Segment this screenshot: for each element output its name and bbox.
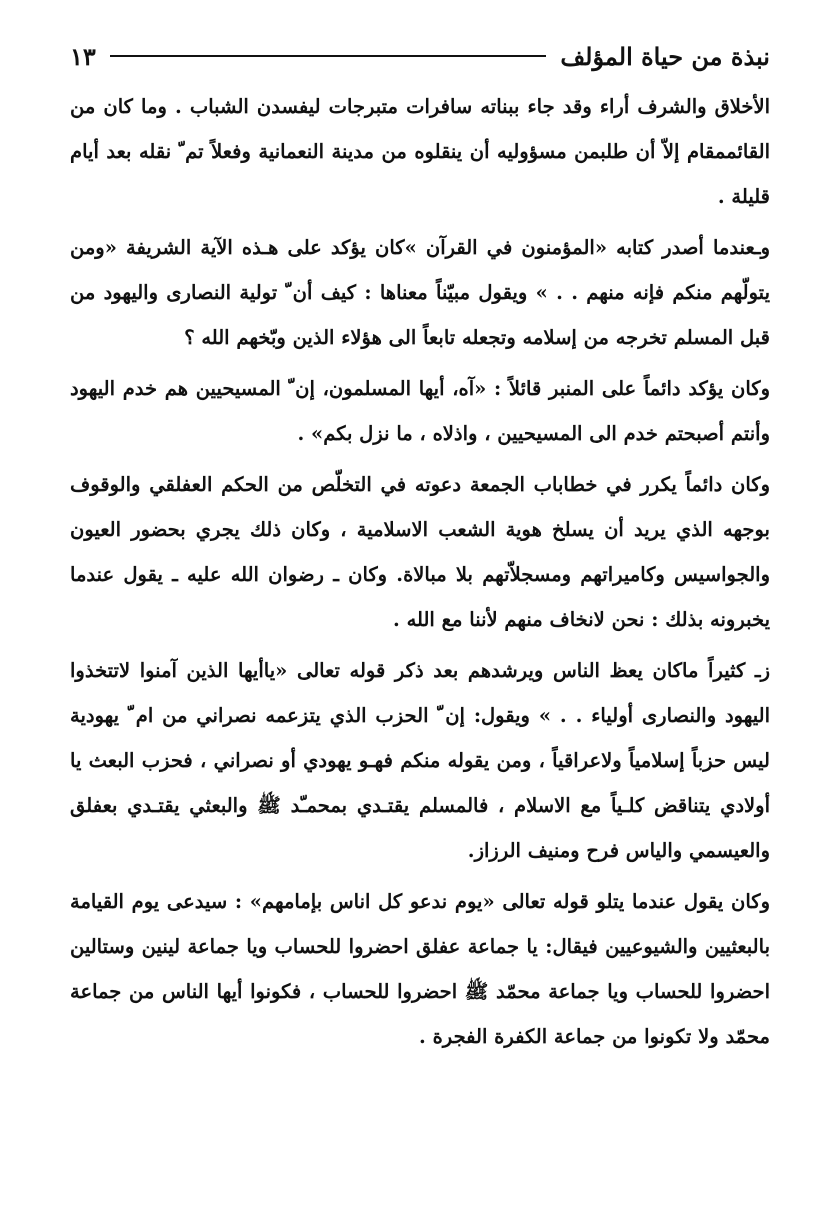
- body-text: [70, 84, 770, 1059]
- header-rule: [110, 55, 547, 57]
- book-page: [70, 36, 770, 1059]
- page-number: ١٣: [70, 41, 96, 71]
- running-title: نبذة من حياة المؤلف: [560, 41, 770, 71]
- paragraph: وكان يؤكد دائماً على المنبر قائلاً : «آه، أيها المسلمون، إن ّ المسيحيين هم خدم اليهود وأنتم أصبحتم خدم الى المسيحيين ، واذلاه ، ما نزل بكم» .: [70, 377, 770, 445]
- paragraph: الأخلاق والشرف أراء وقد جاء ببناته سافرات متبرجات ليفسدن الشباب . وما كان من القائممقام إلاّ أن طلبمن مسؤوليه أن ينقلوه من مدينة النعمانية وفعلاً تم ّ نقله بعد أيام قليلة .: [70, 95, 770, 208]
- paragraph: وـعندما أصدر كتابه «المؤمنون في القرآن »كان يؤكد على هـذه الآية الشريفة «ومن يتولّهم منكم فإنه منهم . . » ويقول مبيّناً معناها : كيف أن ّ تولية النصارى واليهود من قبل المسلم تخرجه من إسلامه وتجعله تابعاً الى هؤلاء الذين وبّخهم الله ؟: [70, 236, 770, 349]
- paragraph: زـ كثيراً ماكان يعظ الناس ويرشدهم بعد ذكر قوله تعالى «ياأيها الذين آمنوا لاتتخذوا اليهود والنصارى أولياء . . » ويقول: إن ّ الحزب الذي يتزعمه نصراني من ام ّ يهودية ليس حزباً إسلامياً ولاعراقياً ، ومن يقوله منكم فهـو يهودي أو نصراني ، فحزب البعث يا أولادي يتناقض كلـياً مع الاسلام ، فالمسلم يقتـدي بمحمـّد ﷺ والبعثي يقتـدي بعفلق والعيسمي والياس فرح ومنيف الرزاز.: [70, 659, 770, 862]
- paragraph: وكان دائماً يكرر في خطاباب الجمعة دعوته في التخلّص من الحكم العفلقي والوقوف بوجهه الذي يريد أن يسلخ هوية الشعب الاسلامية ، وكان ذلك يجري بحضور العيون والجواسيس وكاميراتهم ومسجلاّتهم بلا مبالاة. وكان ـ رضوان الله عليه ـ يقول عندما يخبرونه بذلك : نحن لانخاف منهم لأننا مع الله .: [70, 473, 770, 631]
- paragraph: وكان يقول عندما يتلو قوله تعالى «يوم ندعو كل اناس بإمامهم» : سيدعى يوم القيامة بالبعثيين والشيوعيين فيقال: يا جماعة عفلق احضروا للحساب ويا جماعة لينين وستالين احضروا للحساب ويا جماعة محمّد ﷺ احضروا للحساب ، فكونوا أيها الناس من جماعة محمّد ولا تكونوا من جماعة الكفرة الفجرة .: [70, 890, 770, 1048]
- running-header: [70, 36, 770, 76]
